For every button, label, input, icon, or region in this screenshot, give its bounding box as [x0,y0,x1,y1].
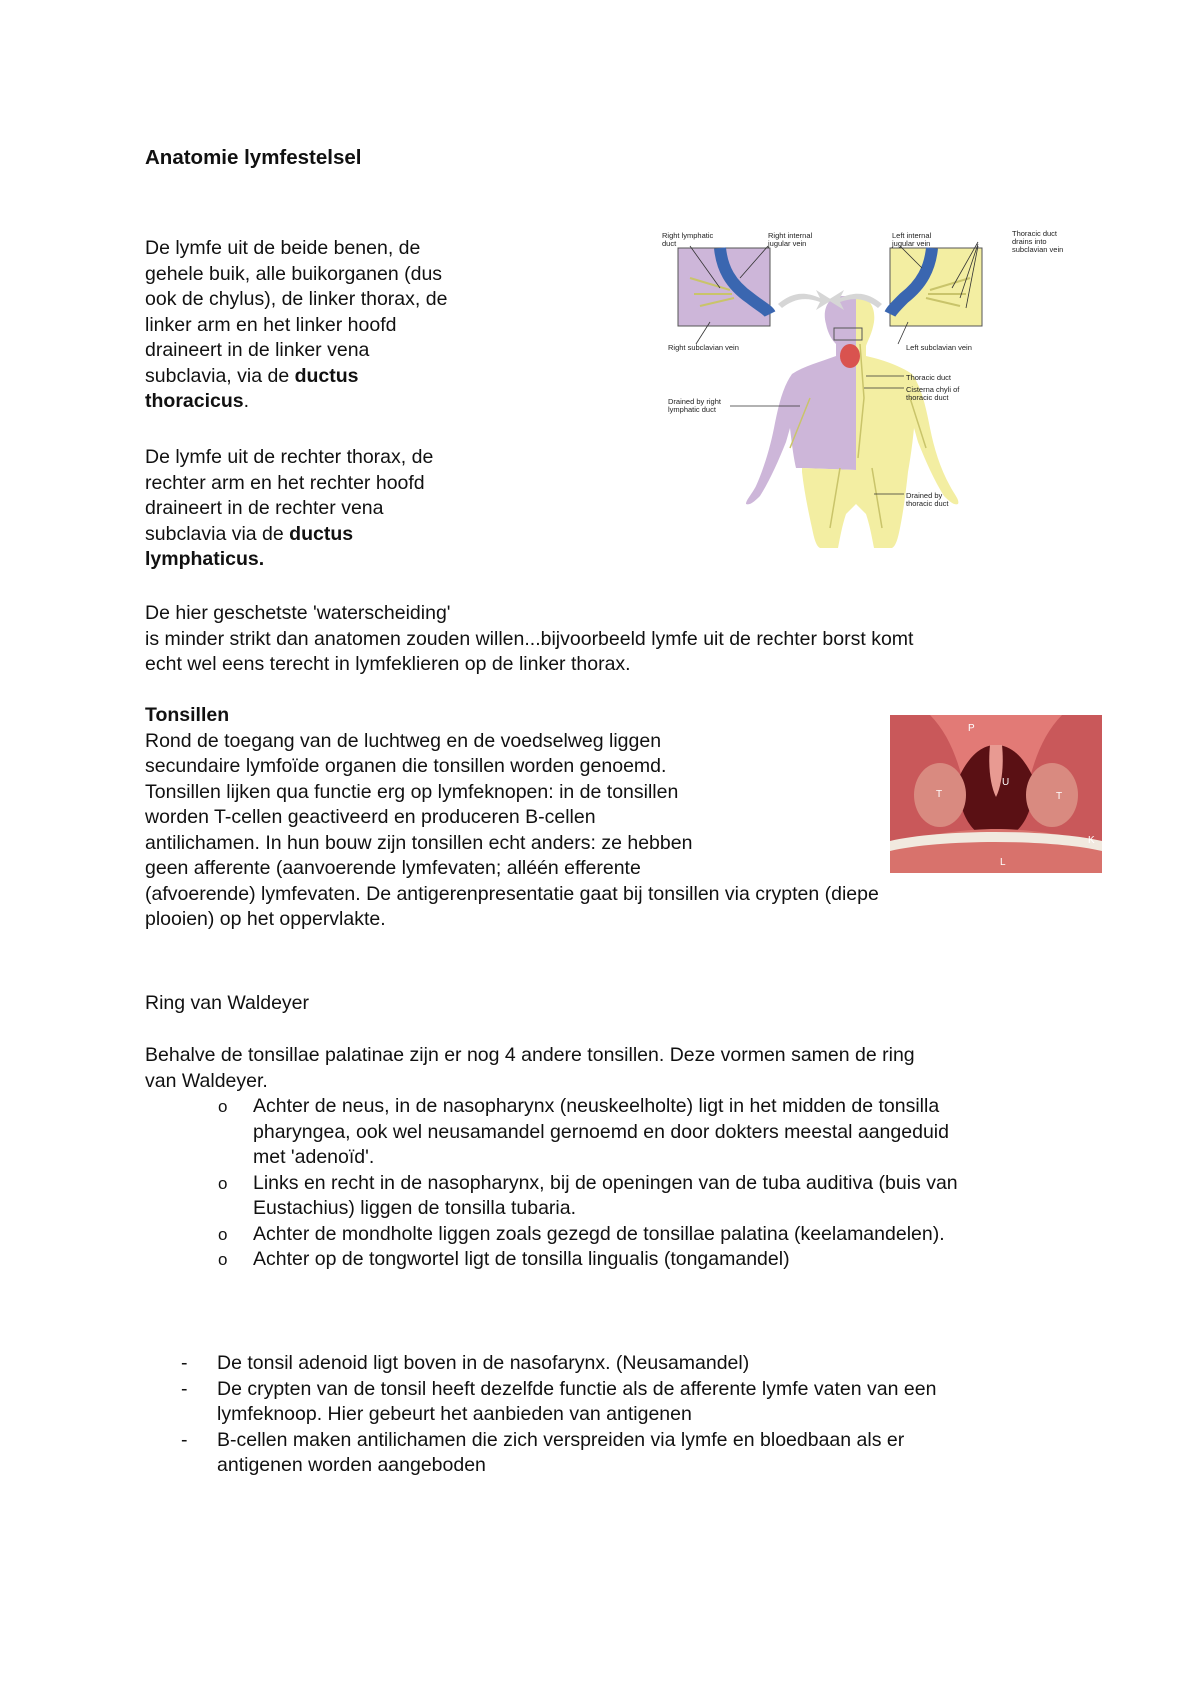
list-item [145,1351,1105,1377]
text-line: gehele buik, alle buikorganen (dus [145,262,443,285]
list-item [145,1377,1105,1428]
text-line: De hier geschetste 'waterscheiding' [145,602,451,624]
section-waldeyer-heading [145,991,309,1017]
text-line: van Waldeyer. [145,1069,268,1092]
arrow-left-shape [778,290,832,310]
bold-term: lymphaticus. [145,548,265,570]
letter-t-right: T [1056,791,1063,802]
text-line: Links en recht in de nasopharynx, bij de openingen van de tuba auditiva (buis van [253,1171,958,1194]
text-line: De lymfe uit de beide benen, de [145,237,421,259]
text-line: lymfeknoop. Hier gebeurt het aanbieden van antigenen [217,1403,692,1425]
bullet-marker: - [181,1428,188,1451]
letter-t-left: T [936,789,943,800]
text-line: De tonsil adenoid ligt boven in de nasofarynx. (Neusamandel) [217,1352,750,1374]
waldeyer-intro [145,1043,1095,1094]
text-line: worden T-cellen geactiveerd en produceren B-cellen [145,806,596,828]
bullet-marker: o [218,1097,228,1116]
bold-term: ductus [294,364,359,387]
list-item [145,1171,1105,1222]
paragraph-watershed [145,601,1095,678]
lymph-drainage-diagram [660,228,1080,548]
waldeyer-list [145,1094,1105,1273]
text-segment: subclavia via de [145,522,284,545]
text-line: De lymfe uit de rechter thorax, de [145,446,434,468]
text-line: (afvoerende) lymfevaten. De antigerenpresentatie gaat bij tonsillen via crypten (diepe [145,882,879,905]
text-line [145,547,525,573]
heart-shape [840,344,860,368]
text-line: draineert in de rechter vena [145,497,384,519]
text-line: De crypten van de tonsil heeft dezelfde functie als de afferente lymfe vaten van een [217,1377,937,1400]
text-line: plooien) op het oppervlakte. [145,908,386,930]
tonsil-photo [890,715,1102,873]
text-line: ook de chylus), de linker thorax, de [145,288,448,310]
bullet-marker: o [218,1250,228,1269]
text-line [145,522,525,548]
letter-k: K [1088,835,1095,846]
text-line: antigenen worden aangeboden [217,1454,486,1476]
list-item [145,1222,1105,1248]
text-line: Rond de toegang van de luchtweg en de voedselweg liggen [145,729,662,752]
letter-l: L [1000,857,1006,868]
bold-term: thoracicus [145,390,244,412]
text-line [145,389,525,415]
text-line: antilichamen. In hun bouw zijn tonsillen echt anders: ze hebben [145,831,693,854]
label-left-internal-jugular: Left internal jugular vein [892,231,932,248]
list-item [145,1094,1105,1171]
section-heading: Tonsillen [145,704,230,726]
text-line: Tonsillen lijken qua functie erg op lymfeknopen: in de tonsillen [145,780,679,803]
label-cisterna-chyli: Cisterna chyli of thoracic duct [906,385,960,402]
label-right-internal-jugular: Right internal jugular vein [768,231,813,248]
label-drained-thoracic: Drained by thoracic duct [906,491,949,508]
text-segment: . [243,390,250,412]
list-item [145,1247,1105,1273]
label-right-lymphatic-duct: Right lymphatic duct [662,231,714,248]
bullet-marker: o [218,1173,228,1193]
text-segment: subclavia, via de [145,364,290,387]
notes-list [145,1351,1105,1479]
letter-p: P [968,723,975,734]
bullet-marker: - [181,1352,188,1374]
list-item [145,1428,1105,1479]
bold-term: ductus [289,522,354,545]
text-line: rechter arm en het rechter hoofd [145,471,425,494]
label-drained-right: Drained by right lymphatic duct [668,397,721,414]
text-line: is minder strikt dan anatomen zouden willen...bijvoorbeeld lymfe uit de rechter borst komt [145,627,914,650]
text-line: Achter op de tongwortel ligt de tonsilla lingualis (tongamandel) [253,1248,790,1270]
text-line: linker arm en het linker hoofd [145,313,397,336]
page-title: Anatomie lymfestelsel [145,146,362,169]
bullet-marker: - [181,1377,188,1400]
text-line: Behalve de tonsillae palatinae zijn er nog 4 andere tonsillen. Deze vormen samen de ring [145,1044,915,1066]
text-line: Eustachius) liggen de tonsilla tubaria. [253,1197,577,1219]
text-line: Achter de mondholte liggen zoals gezegd de tonsillae palatina (keelamandelen). [253,1222,945,1245]
label-thoracic-duct: Thoracic duct [906,373,952,382]
letter-u: U [1002,777,1010,788]
text-line [145,364,525,390]
section-heading: Ring van Waldeyer [145,992,310,1014]
paragraph-right-drainage [145,445,525,573]
text-line: geen afferente (aanvoerende lymfevaten; alléén efferente [145,857,641,879]
text-line: pharyngea, ook wel neusamandel gernoemd en door dokters meestal aangeduid [253,1120,949,1143]
text-line: echt wel eens terecht in lymfeklieren op de linker thorax. [145,653,631,675]
text-line: Achter de neus, in de nasopharynx (neuskeelholte) ligt in het midden de tonsilla [253,1095,940,1117]
text-line: met 'adenoïd'. [253,1146,375,1168]
right-tonsil-shape [1026,763,1078,827]
label-right-subclavian: Right subclavian vein [668,343,739,352]
text-line: B-cellen maken antilichamen die zich verspreiden via lymfe en bloedbaan als er [217,1428,905,1451]
label-left-subclavian: Left subclavian vein [906,343,972,352]
text-line: secundaire lymfoïde organen die tonsillen worden genoemd. [145,755,667,777]
label-thoracic-duct-drains: Thoracic duct drains into subclavian vein [1012,229,1064,254]
bullet-marker: o [218,1224,228,1244]
paragraph-left-drainage [145,236,525,415]
text-line: draineert in de linker vena [145,339,370,361]
